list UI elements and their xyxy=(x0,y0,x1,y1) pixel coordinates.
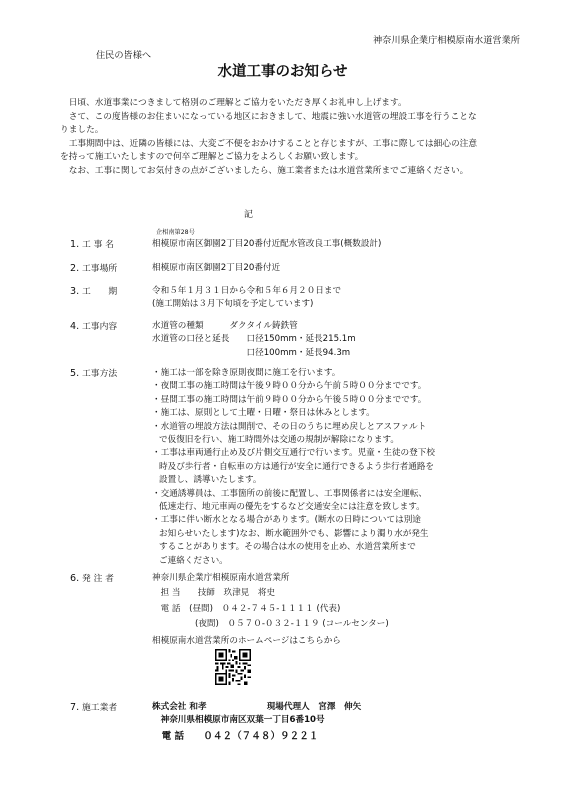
item-label xyxy=(70,367,140,381)
item-value xyxy=(152,285,532,312)
method-line: 設置し、誘導いたします。 xyxy=(159,475,262,486)
method-line: お知らせいたします)なお、断水範囲外でも、影響により濁り水が発生 xyxy=(159,528,429,539)
item-label-text: 工事方法 xyxy=(82,369,118,379)
item-number: 4. xyxy=(70,321,80,332)
page-title: 水道工事のお知らせ xyxy=(217,64,348,80)
item-value xyxy=(152,367,532,568)
contractor-name: 株式会社 和孝 現場代理人 宮澤 伸矢 xyxy=(152,702,362,712)
item-label-text: 発 注 者 xyxy=(82,574,114,584)
item-line: (施工開始は３月下旬頃を予定しています) xyxy=(152,299,314,310)
item-value xyxy=(152,701,532,743)
item-number: 3. xyxy=(70,286,80,297)
item-value xyxy=(152,238,532,251)
method-line: ご連絡ください。 xyxy=(159,555,228,566)
item-number: 1. xyxy=(70,239,80,250)
method-line: で仮復旧を行い、施工時間外は交通の規制が解除になります。 xyxy=(159,435,399,446)
item-label xyxy=(70,320,140,334)
item-number: 5. xyxy=(70,368,80,379)
item-label-text: 工事場所 xyxy=(82,264,118,274)
item-number: 6. xyxy=(70,573,80,584)
method-line: することがあります。その場合は水の使用を止め、水道営業所まで xyxy=(159,542,416,553)
contractor-address: 神奈川県相模原市南区双葉一丁目6番10号 xyxy=(152,715,325,726)
item-line: 相模原市南区御園2丁目20番付近 xyxy=(152,263,281,273)
item-number: 2. xyxy=(70,263,80,274)
item-label xyxy=(70,701,140,715)
item-label xyxy=(70,238,140,252)
orderer-phone-day: 電 話 (昼間) ０４２-７４５-１１１１ (代表) xyxy=(152,603,341,614)
item-value xyxy=(152,262,532,275)
intro-paragraph: なお、工事に関してお気付きの点がございましたら、施工業者または水道営業所までご連絡ください。 xyxy=(60,165,469,176)
item-label xyxy=(70,285,140,299)
reference-number: 企相南第28号 xyxy=(156,229,195,236)
item-label-text: 工 事 名 xyxy=(82,240,114,250)
item-label xyxy=(70,572,140,586)
method-line: 時及び歩行者・自転車の方は通行が安全に通行できるよう歩行者通路を xyxy=(159,461,435,472)
intro-text xyxy=(60,97,480,179)
orderer-contact-person: 担 当 技師 玖津見 将史 xyxy=(152,588,276,599)
ki-heading: 記 xyxy=(244,210,254,220)
item-line: 口径100mm・延長94.3m xyxy=(152,347,351,358)
item-label-text: 工 期 xyxy=(82,287,118,297)
qr-code-icon[interactable] xyxy=(215,649,251,685)
item-line: 相模原市南区御園2丁目20番付近配水管改良工事(概数設計) xyxy=(152,239,382,249)
method-line: ・施工は一部を除き原則夜間に施工を行います。 xyxy=(152,368,341,378)
homepage-link-text[interactable]: 相模原南水道営業所のホームページはこちらから xyxy=(152,635,341,646)
greeting: 住民の皆様へ xyxy=(96,50,152,61)
method-line: ・工事に伴い断水となる場合があります。(断水の日時については別途 xyxy=(152,515,421,526)
intro-paragraph: 工事期間中は、近隣の皆様には、大変ご不便をおかけすることと存じますが、工事に際しては細心の注意を持って施工いたしますので何卒ご理解とご協力をよろしくお願い致します。 xyxy=(60,138,477,163)
item-value xyxy=(152,320,532,360)
method-line: ・工事は車両通行止め及び片側交互通行で行います。児童・生徒の登下校 xyxy=(152,448,435,459)
orderer-phone-night: (夜間) ０５７０-０３２-１１９ (コールセンター) xyxy=(152,619,389,630)
item-label-text: 施工業者 xyxy=(82,703,118,713)
method-line: ・施工は、原則として土曜・日曜・祭日は休みとします。 xyxy=(152,408,375,419)
method-line: 低速走行、地元車両の優先をするなど交通安全には注意を致します。 xyxy=(159,502,425,513)
item-label-text: 工事内容 xyxy=(82,322,118,332)
item-label xyxy=(70,262,140,276)
method-line: ・昼間工事の施工時間は午前９時００分から午後５時００分までです。 xyxy=(152,394,427,405)
intro-paragraph: さて、この度皆様のお住まいになっている地区におきまして、地震に強い水道管の埋設工事を行うことなりました。 xyxy=(60,111,477,136)
orderer-name: 神奈川県企業庁相模原南水道営業所 xyxy=(152,573,290,583)
item-number: 7. xyxy=(70,702,80,713)
contractor-phone: 電 話 ０４２（７４８）９２２１ xyxy=(152,730,319,742)
intro-paragraph: 日頃、水道事業につきまして格別のご理解とご協力をいただき厚くお礼申し上げます。 xyxy=(60,98,407,108)
method-line: ・交通誘導員は、工事箇所の前後に配置し、工事関係者には安全運転、 xyxy=(152,488,428,499)
item-line: 水道管の口径と延長 口径150mm・延長215.1m xyxy=(152,334,356,345)
method-line: ・夜間工事の施工時間は午後９時００分から午前５時００分までです。 xyxy=(152,381,427,392)
issuer-name: 神奈川県企業庁相模原南水道営業所 xyxy=(373,35,520,46)
item-line: 水道管の種類 ダクタイル鋳鉄管 xyxy=(152,321,298,331)
item-value xyxy=(152,572,532,648)
item-line: 令和５年１月３１日から令和５年６月２０日まで xyxy=(152,286,342,296)
method-line: ・水道管の埋設方法は開削で、その日のうちに埋め戻しとアスファルト xyxy=(152,421,427,432)
